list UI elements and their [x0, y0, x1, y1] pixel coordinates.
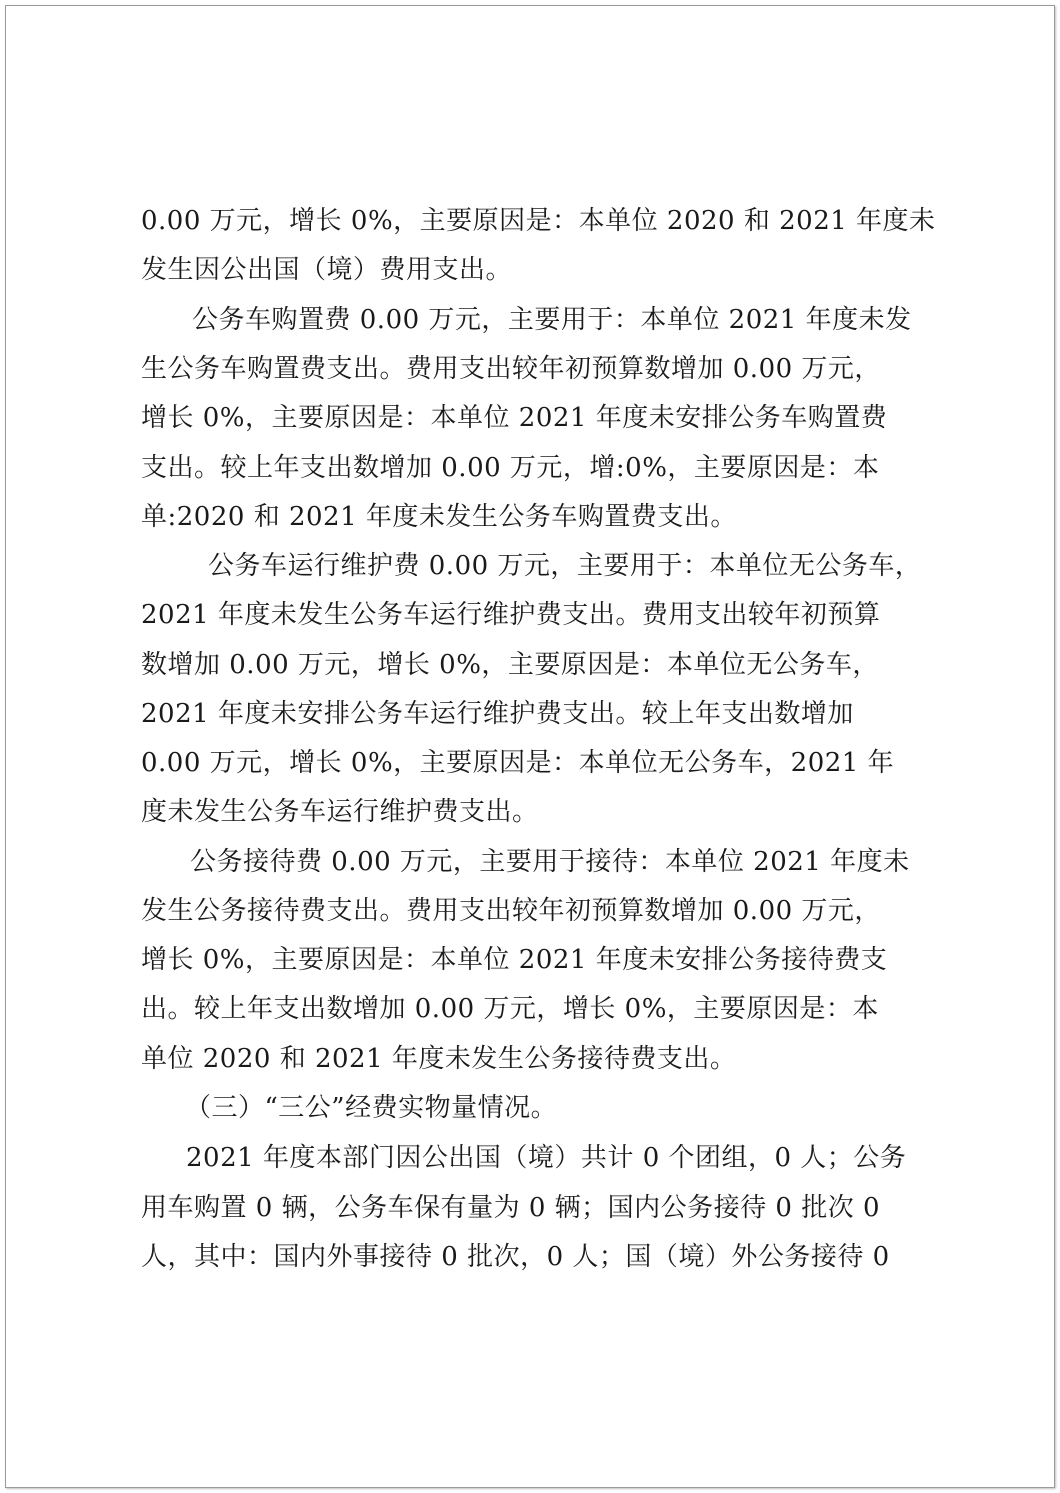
text-line: 单:2020 和 2021 年度未发生公务车购置费支出。 — [141, 502, 737, 532]
section-heading: （三）“三公”经费实物量情况。 — [185, 1093, 558, 1123]
text-line: 增长 0%，主要原因是：本单位 2021 年度未安排公务接待费支 — [141, 945, 888, 975]
text-line: 发生公务接待费支出。费用支出较年初预算数增加 0.00 万元， — [141, 896, 881, 926]
text-line: 单位 2020 和 2021 年度未发生公务接待费支出。 — [141, 1044, 737, 1074]
text-line: 公务接待费 0.00 万元，主要用于接待：本单位 2021 年度未 — [190, 847, 910, 877]
text-line: 公务车运行维护费 0.00 万元，主要用于：本单位无公务车， — [208, 551, 922, 581]
text-line: 用车购置 0 辆，公务车保有量为 0 辆；国内公务接待 0 批次 0 — [141, 1193, 881, 1223]
text-line: 数增加 0.00 万元，增长 0%，主要原因是：本单位无公务车， — [141, 650, 879, 680]
text-line: 发生因公出国（境）费用支出。 — [141, 255, 513, 285]
text-line: 人，其中：国内外事接待 0 批次，0 人；国（境）外公务接待 0 — [141, 1242, 890, 1272]
text-line: 支出。较上年支出数增加 0.00 万元，增:0%，主要原因是：本 — [141, 453, 880, 483]
text-line: 公务车购置费 0.00 万元，主要用于：本单位 2021 年度未发 — [192, 305, 912, 335]
text-line: 0.00 万元，增长 0%，主要原因是：本单位 2020 和 2021 年度未 — [141, 206, 936, 236]
text-line: 度未发生公务车运行维护费支出。 — [141, 797, 539, 827]
text-line: 0.00 万元，增长 0%，主要原因是：本单位无公务车，2021 年 — [141, 748, 895, 778]
text-line: 2021 年度本部门因公出国（境）共计 0 个团组，0 人；公务 — [186, 1143, 907, 1173]
text-line: 2021 年度未发生公务车运行维护费支出。费用支出较年初预算 — [141, 600, 881, 630]
text-line: 增长 0%，主要原因是：本单位 2021 年度未安排公务车购置费 — [141, 403, 888, 433]
text-line: 2021 年度未安排公务车运行维护费支出。较上年支出数增加 — [141, 699, 854, 729]
text-line: 出。较上年支出数增加 0.00 万元，增长 0%，主要原因是：本 — [141, 994, 879, 1024]
text-line: 生公务车购置费支出。费用支出较年初预算数增加 0.00 万元， — [141, 354, 881, 384]
